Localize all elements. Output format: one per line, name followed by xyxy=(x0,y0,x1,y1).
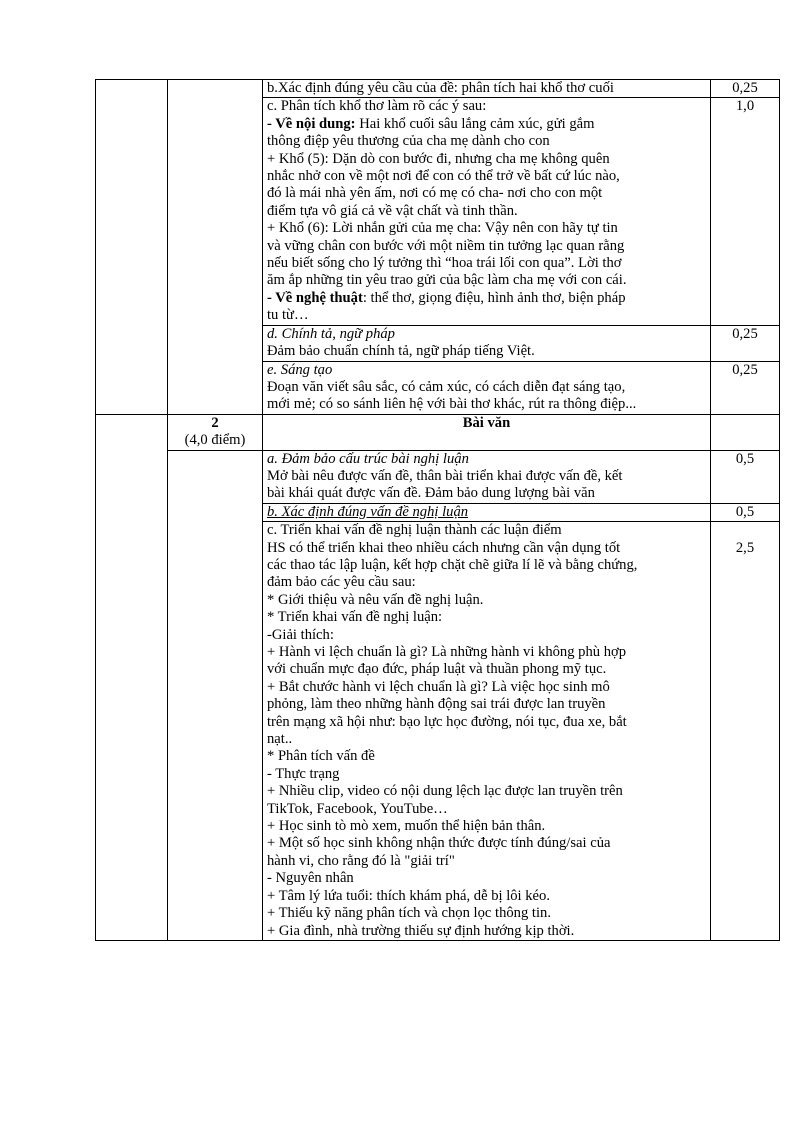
criteria-line: trên mạng xã hội như: bạo lực học đường, nói tục, đua xe, bắt xyxy=(267,713,627,730)
score-cell xyxy=(711,414,780,450)
score-cell xyxy=(711,522,780,941)
question-cell xyxy=(168,80,263,415)
criteria-cell xyxy=(263,414,711,450)
score-value: 2,5 xyxy=(735,540,755,557)
criteria-line: với chuẩn mực đạo đức, pháp luật và thuần phong mỹ tục. xyxy=(267,661,607,678)
table-row xyxy=(96,80,780,98)
criteria-line: + Nhiều clip, video có nội dung lệch lạc được lan truyền trên xyxy=(267,783,623,800)
criteria-line: - Thực trạng xyxy=(267,765,340,782)
criteria-line: + Tâm lý lứa tuổi: thích khám phá, dễ bị lôi kéo. xyxy=(267,887,550,904)
criteria-line: * Phân tích vấn đề xyxy=(267,748,375,765)
criteria-line: + Khổ (5): Dặn dò con bước đi, nhưng cha mẹ không quên xyxy=(267,150,610,167)
score-cell xyxy=(711,503,780,521)
score-value: 0,25 xyxy=(732,80,758,96)
criteria-line: - Nguyên nhân xyxy=(267,870,354,887)
criteria-heading: c. Triển khai vấn đề nghị luận thành các luận điểm xyxy=(267,522,562,539)
criteria-text: b.Xác định đúng yêu cầu của đề: phân tích hai khổ thơ cuối xyxy=(267,80,614,96)
criteria-heading: b. Xác định đúng vấn đề nghị luận xyxy=(267,503,469,520)
score-cell xyxy=(711,80,780,98)
criteria-cell xyxy=(263,361,711,414)
criteria-line: Mở bài nêu được vấn đề, thân bài triển khai được vấn đề, kết xyxy=(267,467,623,484)
criteria-heading: e. Sáng tạo xyxy=(267,361,333,378)
criteria-line: -Giải thích: xyxy=(267,626,334,643)
content-label: - Về nội dung: xyxy=(267,115,356,132)
art-label: - Về nghệ thuật xyxy=(267,289,363,306)
criteria-line: + Bắt chước hành vi lệch chuẩn là gì? Là việc học sinh mô xyxy=(267,678,610,695)
criteria-line: thông điệp yêu thương của cha mẹ dành cho con xyxy=(267,133,550,150)
criteria-line: + Hành vi lệch chuẩn là gì? Là những hành vi không phù hợp xyxy=(267,644,627,660)
criteria-line: nạt.. xyxy=(267,731,293,748)
criteria-line: + Gia đình, nhà trường thiếu sự định hướng kịp thời. xyxy=(267,922,575,939)
criteria-line: đảm bảo các yêu cầu sau: xyxy=(267,574,416,591)
score-value: 1,0 xyxy=(735,98,755,115)
section-title: Bài văn xyxy=(462,414,511,431)
criteria-line: ăm ắp những tin yêu trao gửi của bậc làm cha mẹ với con cái. xyxy=(267,272,627,289)
criteria-line: đó là mái nhà yên ấm, nơi có mẹ có cha- nơi cho con một xyxy=(267,185,603,202)
criteria-line: bài khái quát được vấn đề. Đảm bảo dung lượng bài văn xyxy=(267,485,595,502)
criteria-line: TikTok, Facebook, YouTube… xyxy=(267,800,448,817)
criteria-heading: a. Đảm bảo cấu trúc bài nghị luận xyxy=(267,450,469,467)
criteria-cell xyxy=(263,80,711,98)
question-points: (4,0 điểm) xyxy=(184,432,246,449)
criteria-cell xyxy=(263,98,711,325)
criteria-line: nhắc nhở con về một nơi để con có thể trở về bất cứ lúc nào, xyxy=(267,168,620,185)
criteria-line: * Triển khai vấn đề nghị luận: xyxy=(267,609,443,626)
question-cell xyxy=(168,414,263,450)
criteria-line: và vững chân con bước với một niềm tin tưởng lạc quan rằng xyxy=(267,237,625,254)
table-row xyxy=(96,414,780,450)
score-cell xyxy=(711,325,780,361)
criteria-line: mới mẻ; có so sánh liên hệ với bài thơ khác, rút ra thông điệp... xyxy=(267,396,637,413)
criteria-line: - Về nội dung: Hai khổ cuối sâu lắng cảm xúc, gửi gắm xyxy=(267,115,595,132)
spacer xyxy=(715,522,775,540)
criteria-cell xyxy=(263,503,711,521)
criteria-line: Đoạn văn viết sâu sắc, có cảm xúc, có cách diễn đạt sáng tạo, xyxy=(267,378,626,395)
question-number: 2 xyxy=(211,414,219,431)
criteria-line: + Thiếu kỹ năng phân tích và chọn lọc thông tin. xyxy=(267,905,551,922)
criteria-line: * Giới thiệu và nêu vấn đề nghị luận. xyxy=(267,591,484,608)
score-cell xyxy=(711,98,780,325)
criteria-line: tu từ… xyxy=(267,307,309,324)
score-value: 0,5 xyxy=(735,503,755,520)
score-value: 0,5 xyxy=(735,450,755,467)
criteria-cell xyxy=(263,522,711,941)
criteria-line: + Khổ (6): Lời nhắn gửi của mẹ cha: Vậy nên con hãy tự tin xyxy=(267,220,618,237)
criteria-line: HS có thể triển khai theo nhiều cách nhưng cần vận dụng tốt xyxy=(267,539,621,556)
criteria-heading: d. Chính tả, ngữ pháp xyxy=(267,325,395,342)
criteria-line: các thao tác lập luận, kết hợp chặt chẽ giữa lí lẽ và bằng chứng, xyxy=(267,556,638,573)
criteria-line: - Về nghệ thuật: thể thơ, giọng điệu, hình ảnh thơ, biện pháp xyxy=(267,289,626,306)
score-value: 0,25 xyxy=(732,325,758,342)
score-cell xyxy=(711,450,780,503)
criteria-line: Đảm bảo chuẩn chính tả, ngữ pháp tiếng Việt. xyxy=(267,343,535,360)
table-row xyxy=(96,450,780,503)
criteria-line: + Một số học sinh không nhận thức được tính đúng/sai của xyxy=(267,835,611,852)
criteria-line: + Học sinh tò mò xem, muốn thể hiện bản thân. xyxy=(267,818,546,835)
criteria-cell xyxy=(263,450,711,503)
part-cell xyxy=(96,80,168,415)
score-cell xyxy=(711,361,780,414)
criteria-cell xyxy=(263,325,711,361)
criteria-line: điểm tựa vô giá cả về vật chất và tinh thần. xyxy=(267,202,518,219)
criteria-line: hành vi, cho rằng đó là "giải trí" xyxy=(267,852,455,869)
scoring-rubric-table xyxy=(95,79,780,941)
question-cell xyxy=(168,450,263,940)
criteria-heading: c. Phân tích khổ thơ làm rõ các ý sau: xyxy=(267,98,487,115)
criteria-line: phỏng, làm theo những hành động sai trái được lan truyền xyxy=(267,696,606,713)
part-cell xyxy=(96,414,168,940)
criteria-line: nếu biết sống cho lý tưởng thì “hoa trái lối con qua”. Lời thơ xyxy=(267,255,622,272)
score-value: 0,25 xyxy=(732,361,758,378)
